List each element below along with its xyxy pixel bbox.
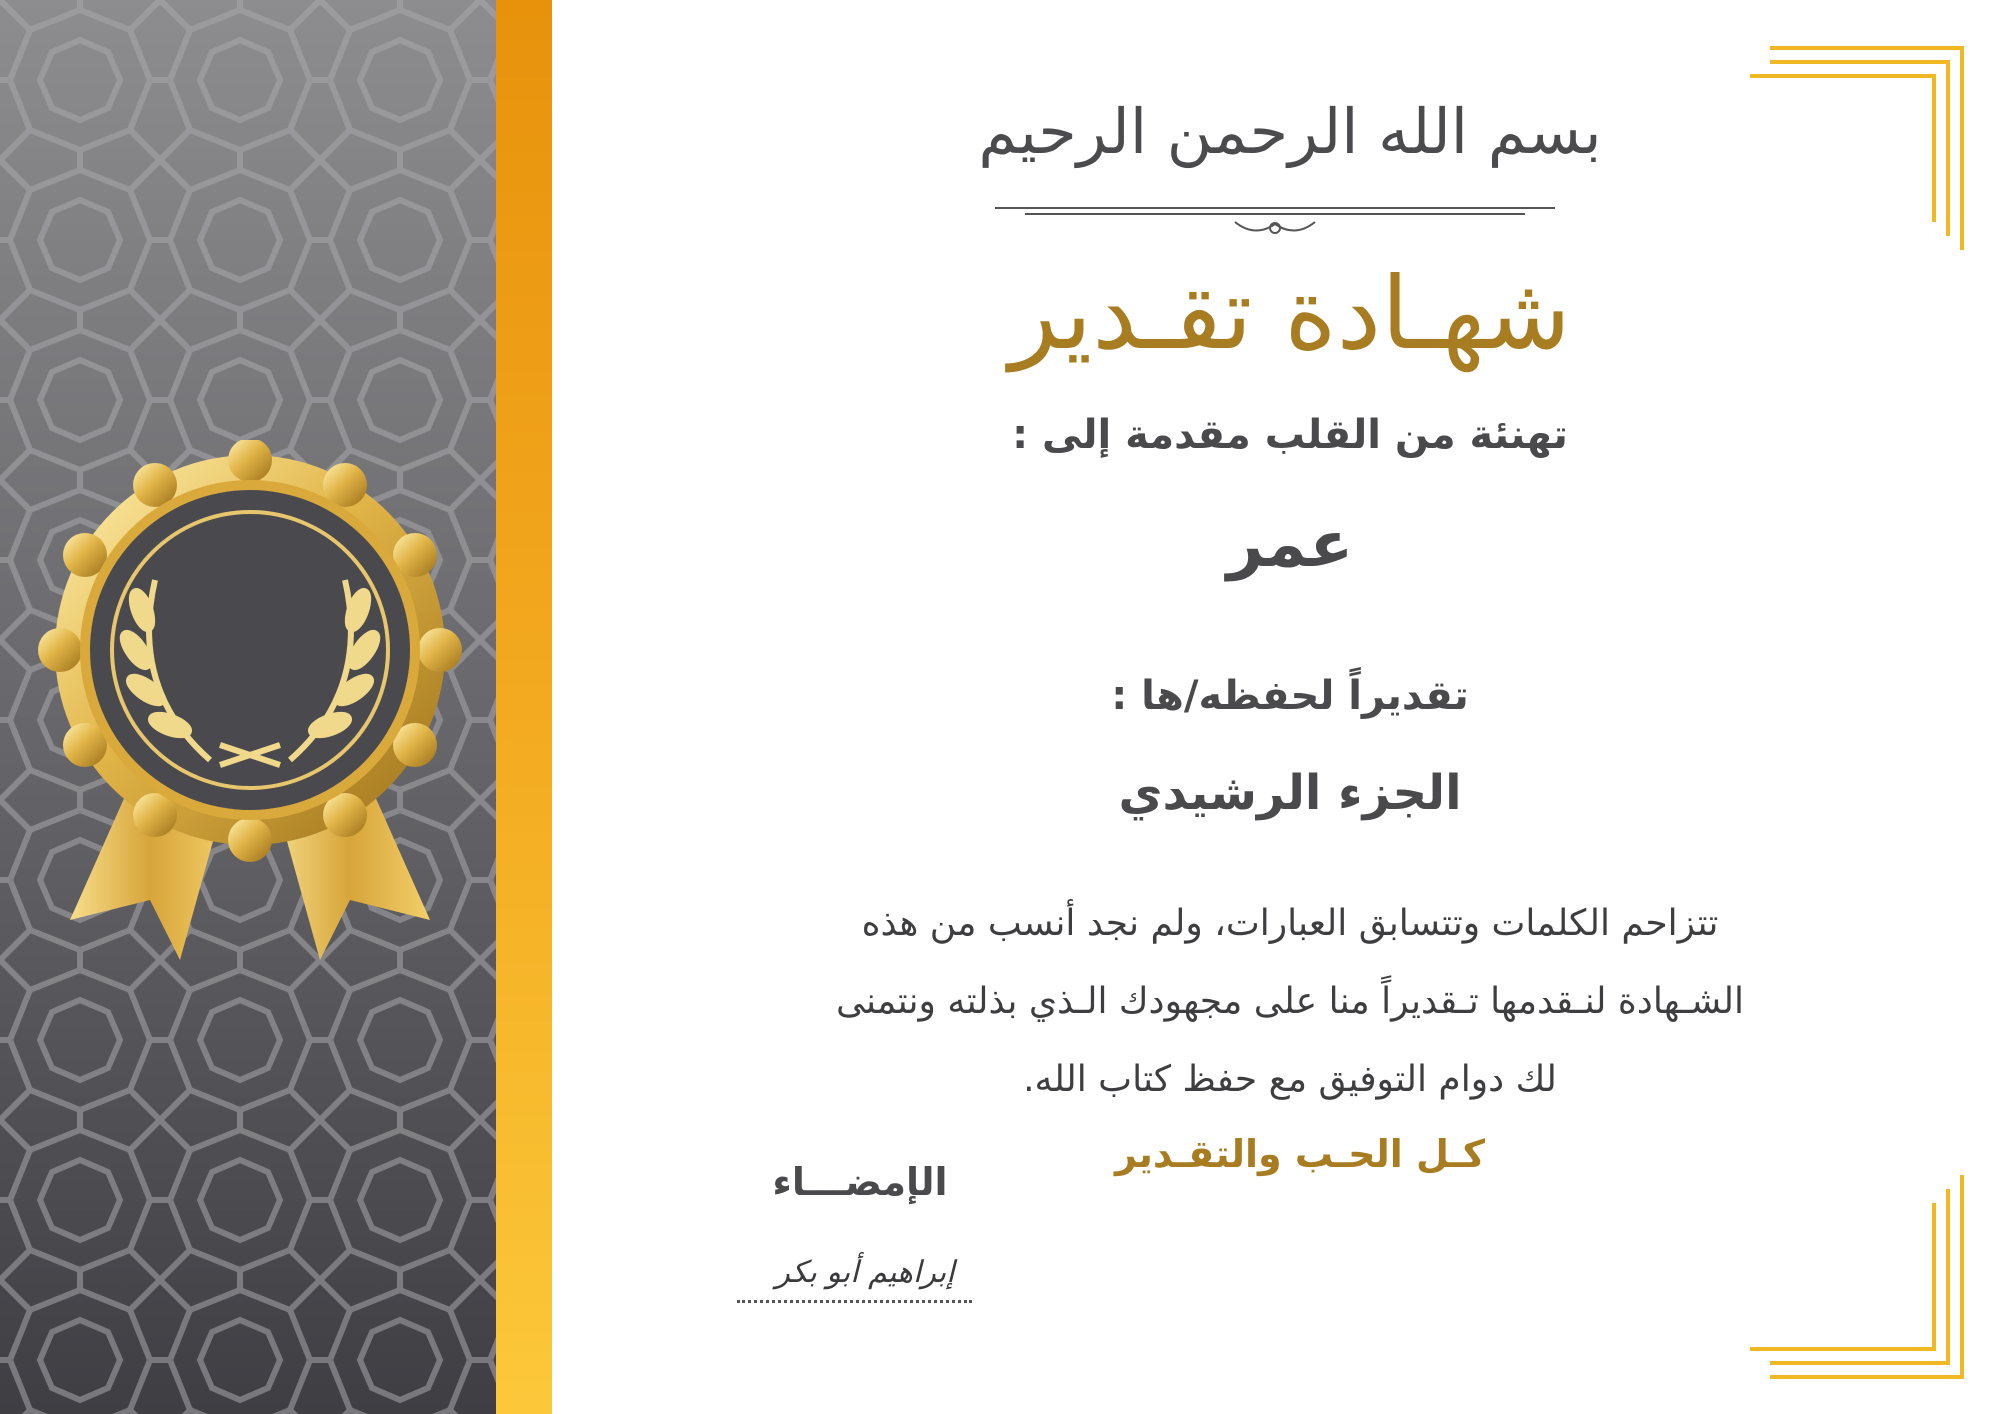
corner-ornament-icon: [1750, 1165, 1970, 1385]
intro-text: تهنئة من القلب مقدمة إلى :: [1012, 412, 1568, 458]
body-line: الشـهادة لنـقدمها تـقديراً منا على مجهودك الـذي بذلته ونتمنى: [835, 981, 1745, 1022]
recipient-name: عمر: [1226, 508, 1354, 582]
signature-name: إبراهيم أبو بكر: [775, 1255, 955, 1290]
body-paragraph: [720, 885, 1860, 1119]
flourish-icon: [985, 198, 1565, 242]
signature-line: [737, 1300, 972, 1303]
gold-medal-icon: [30, 440, 470, 980]
body-line: لك دوام التوفيق مع حفظ كتاب الله.: [1023, 1059, 1557, 1100]
reason-text: تقديراً لحفظه/ها :: [1111, 673, 1469, 719]
signature-label: الإمضـــاء: [772, 1160, 948, 1204]
gold-stripe: [496, 0, 552, 1414]
basmala: بسم الله الرحمن الرحيم: [978, 95, 1602, 168]
body-line: تتزاحم الكلمات وتتسابق العبارات، ولم نجد أنسب من هذه: [861, 903, 1719, 944]
closing-text: كـل الحـب والتقـدير: [1115, 1132, 1485, 1176]
part-name: الجزء الرشيدي: [1118, 765, 1462, 821]
decorative-panel: [0, 0, 496, 1414]
certificate-title: شهـادة تقـدير: [1009, 255, 1571, 372]
